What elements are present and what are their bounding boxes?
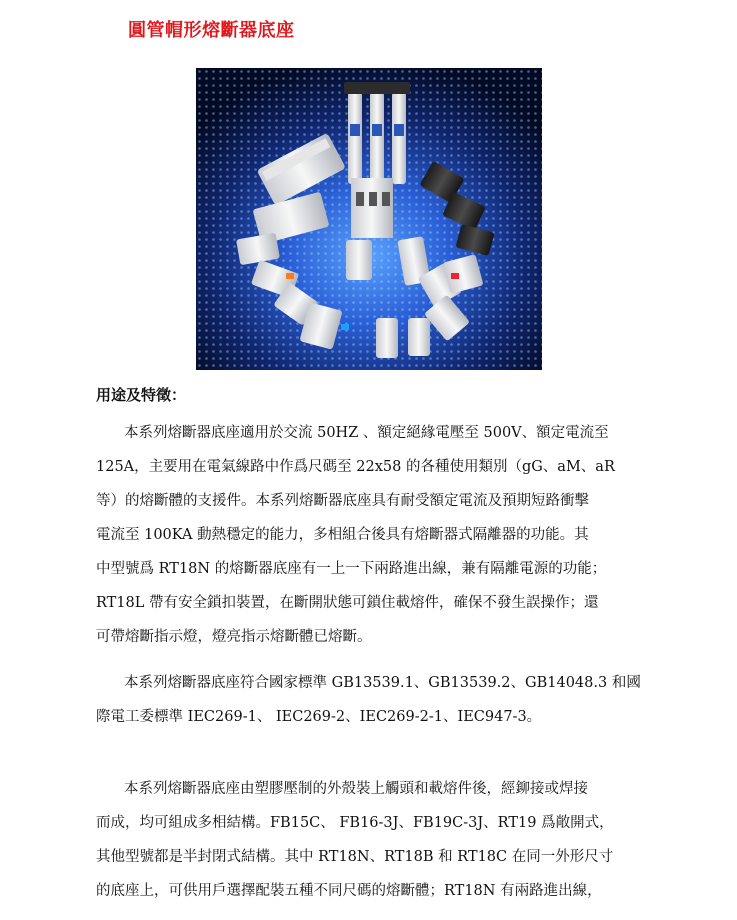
text-line: 本系列熔斷器底座由塑膠壓制的外殼裝上觸頭和載熔件後，經鉚接或焊接 bbox=[124, 781, 588, 797]
text-line: 本系列熔斷器底座適用於交流 50HZ 、額定絕緣電壓至 500V、額定電流至 bbox=[124, 425, 609, 441]
text-line: RT18L 帶有安全鎖扣裝置，在斷開狀態可鎖住載熔件，確保不發生誤操作；還 bbox=[96, 595, 599, 611]
product-photo bbox=[196, 68, 542, 370]
text-line: 中型號爲 RT18N 的熔斷器底座有一上一下兩路進出線，兼有隔離電源的功能； bbox=[96, 561, 607, 577]
paragraph-standards bbox=[96, 666, 644, 734]
text-line: 等）的熔斷體的支援件。本系列熔斷器底座具有耐受額定電流及預期短路衝擊 bbox=[96, 493, 589, 509]
text-line: 可帶熔斷指示燈，燈亮指示熔斷體已熔斷。 bbox=[96, 629, 372, 645]
text-line: 而成，均可組成多相結構。FB15C、 FB16-3J、FB19C-3J、RT19 爲敞開式， bbox=[96, 815, 614, 831]
text-line: 其他型號都是半封閉式結構。其中 RT18N、RT18B 和 RT18C 在同一外形尺寸 bbox=[96, 849, 614, 865]
paragraph-structure bbox=[96, 772, 644, 908]
text-line: 125A，主要用在電氣線路中作爲尺碼至 22x58 的各種使用類別（gG、aM、aR bbox=[96, 459, 615, 475]
text-line: 本系列熔斷器底座符合國家標準 GB13539.1、GB13539.2、GB14048.3 和國 bbox=[124, 675, 641, 691]
section-heading: 用途及特徵： bbox=[96, 386, 187, 404]
paragraph-usage bbox=[96, 416, 644, 654]
text-line: 的底座上，可供用戶選擇配裝五種不同尺碼的熔斷體；RT18N 有兩路進出線， bbox=[96, 883, 602, 899]
text-line: 電流至 100KA 動熱穩定的能力，多相組合後具有熔斷器式隔離器的功能。其 bbox=[96, 527, 589, 543]
text-line: 際電工委標準 IEC269-1、 IEC269-2、IEC269-2-1、IEC947-3。 bbox=[96, 709, 542, 725]
page-title: 圓管帽形熔斷器底座 bbox=[128, 20, 295, 41]
